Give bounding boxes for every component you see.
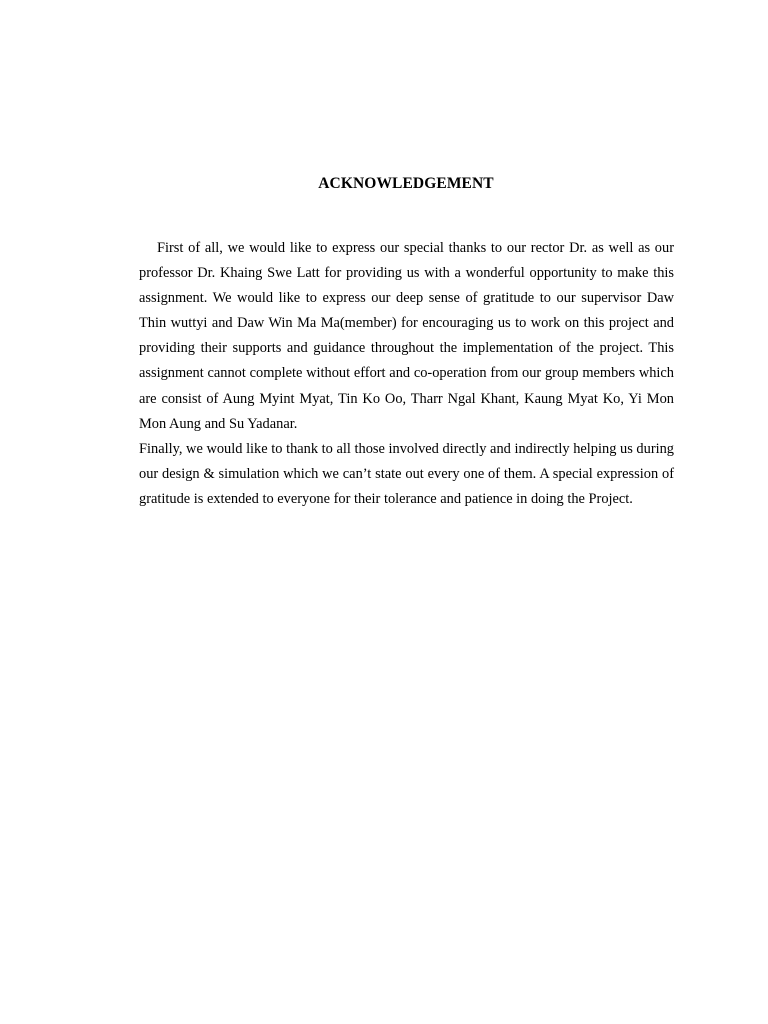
page-title: ACKNOWLEDGEMENT (318, 175, 494, 192)
paragraph-acknowledgement-thanks: First of all, we would like to express our special thanks to our rector Dr. as well as our professor Dr. Khaing Swe Latt for providing us with a wonderful opportunity to make this assignment. We would like to express our deep sense of gratitude to our supervisor Daw Thin wuttyi and Daw Win Ma Ma(member) for encouraging us to work on this project and providing their supports and guidance throughout the implementation of the project. This assignment cannot complete without effort and co-operation from our group members which are consist of Aung Myint Myat, Tin Ko Oo, Tharr Ngal Khant, Kaung Myat Ko, Yi Mon Mon Aung and Su Yadanar. (139, 240, 674, 432)
body-text (139, 236, 674, 512)
paragraph-acknowledgement-closing: Finally, we would like to thank to all those involved directly and indirectly helping us during our design & simulation which we can’t state out every one of them. A special expression of gratitude is extended to everyone for their tolerance and patience in doing the Project. (139, 440, 674, 507)
